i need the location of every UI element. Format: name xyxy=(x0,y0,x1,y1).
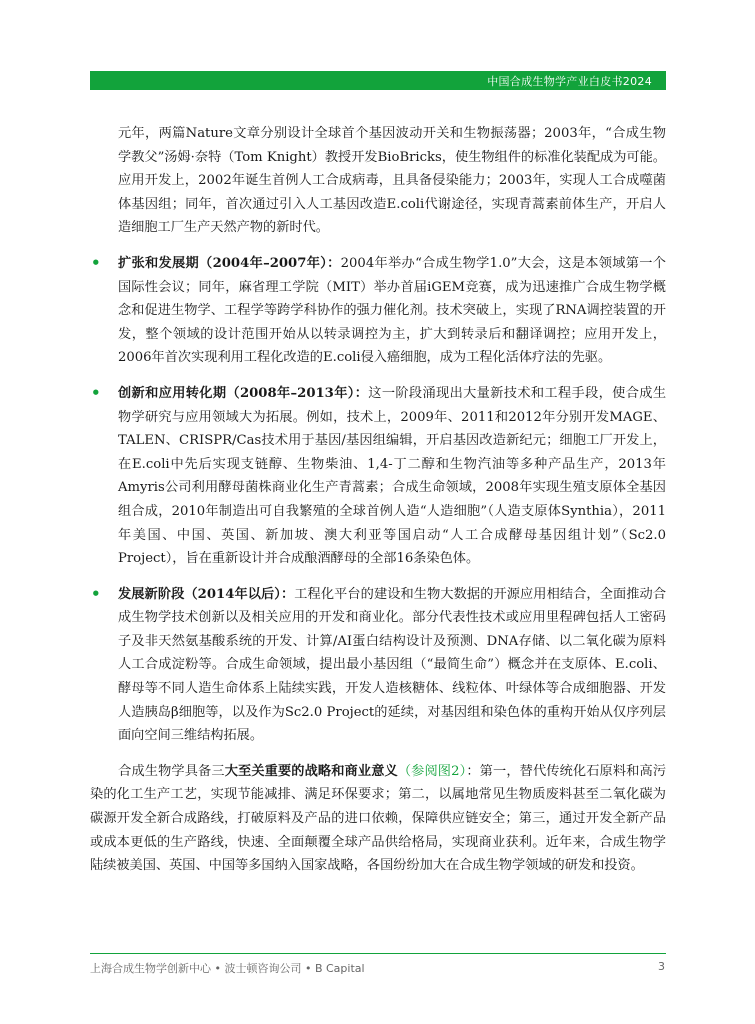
bullet-item xyxy=(91,583,667,748)
footer-source: 上海合成生物学创新中心 • 波士顿咨询公司 • B Capital xyxy=(90,962,365,975)
bullet-heading: 扩张和发展期（2004年–2007年）： xyxy=(118,255,341,271)
closing-bold: 大至关重要的战略和商业意义 xyxy=(224,763,398,779)
closing-prefix: 合成生物学具备三 xyxy=(118,763,225,779)
closing-text: ：第一，替代传统化石原料和高污染的化工生产工艺，实现节能减排、满足环保要求；第二，以属地常见生物质废料甚至二氧化碳为碳源开发全新合成路线，打破原料及产品的进口依赖，保障供应链安全；第三，通过开发全新产品或成本更低的生产路线，快速、全面颠覆全球产品供给格局，实现商业获利。近年来，合成生物学陆续被美国、英国、中国等多国纳入国家战略，各国纷纷加大在合成生物学领域的研发和投资。 xyxy=(90,763,667,874)
bullet-item xyxy=(91,382,667,571)
header-bar xyxy=(90,71,666,90)
bullet-heading: 发展新阶段（2014年以后）： xyxy=(118,586,295,602)
bullet-dot-icon: • xyxy=(91,383,101,402)
continued-paragraph: 元年，两篇Nature文章分别设计全球首个基因波动开关和生物振荡器；2003年，“合成生物学教父”汤姆·奈特（Tom Knight）教授开发BioBricks，使生物组件的标准化装配成为可能。应用开发上，2002年诞生首例人工合成病毒，且具备侵染能力；2003年，实现人工合成噬菌体基因组；同年，首次通过引入人工基因改造E.coli代谢途径，实现青蒿素前体生产，开启人造细胞工厂生产天然产物的新时代。 xyxy=(118,126,666,236)
bullet-text: 这一阶段涌现出大量新技术和工程手段，使合成生物学研究与应用领域大为拓展。例如，技术上，2009年、2011和2012年分别开发MAGE、TALEN、CRISPR/Cas技术用于基因/基因组编辑，开启基因改造新纪元；细胞工厂开发上，在E.coli中先后实现支链醇、生物柴油、1,4-丁二醇和生物汽油等多种产品生产，2013年Amyris公司利用酵母菌株商业化生产青蒿素；合成生命领域，2008年实现生殖支原体全基因组合成，2010年制造出可自我繁殖的全球首例人造“人造细胞”（人造支原体Synthia），2011年美国、中国、英国、新加坡、澳大利亚等国启动“人工合成酵母基因组计划”（Sc2.0 Project），旨在重新设计并合成酿酒酵母的全部16条染色体。 xyxy=(118,385,667,567)
figure-reference-link[interactable]: （参阅图2） xyxy=(397,763,467,779)
page-content xyxy=(90,122,667,878)
closing-paragraph xyxy=(90,760,666,878)
bullet-heading: 创新和应用转化期（2008年–2013年）： xyxy=(118,385,369,401)
bullet-text: 2004年举办“合成生物学1.0”大会，这是本领域第一个国际性会议；同年，麻省理工学院（MIT）举办首届iGEM竞赛，成为迅速推广合成生物学概念和促进生物学、工程学等跨学科协作的强力催化剂。技术突破上，实现了RNA调控装置的开发，整个领域的设计范围开始从以转录调控为主，扩大到转录后和翻译调控；应用开发上，2006年首次实现利用工程化改造的E.coli侵入癌细胞，成为工程化活体疗法的先驱。 xyxy=(118,255,666,366)
bullet-dot-icon: • xyxy=(91,584,101,603)
bullet-text: 工程化平台的建设和生物大数据的开源应用相结合，全面推动合成生物学技术创新以及相关应用的开发和商业化。部分代表性技术或应用里程碑包括人工密码子及非天然氨基酸系统的开发、计算/AI蛋白结构设计及预测、DNA存储、以二氧化碳为原料人工合成淀粉等。合成生命领域，提出最小基因组（“最简生命”）概念并在支原体、E.coli、酵母等不同人造生命体系上陆续实践，开发人造核糖体、线粒体、叶绿体等合成细胞器、开发人造胰岛β细胞等，以及作为Sc2.0 Project的延续，对基因组和染色体的重构开始从仅序列层面向空间三维结构拓展。 xyxy=(118,586,667,744)
footer-divider xyxy=(90,953,666,954)
header-title: 中国合成生物学产业白皮书2024 xyxy=(487,75,652,88)
page-number: 3 xyxy=(658,960,665,973)
bullet-item xyxy=(91,252,666,370)
bullet-dot-icon: • xyxy=(91,253,101,272)
